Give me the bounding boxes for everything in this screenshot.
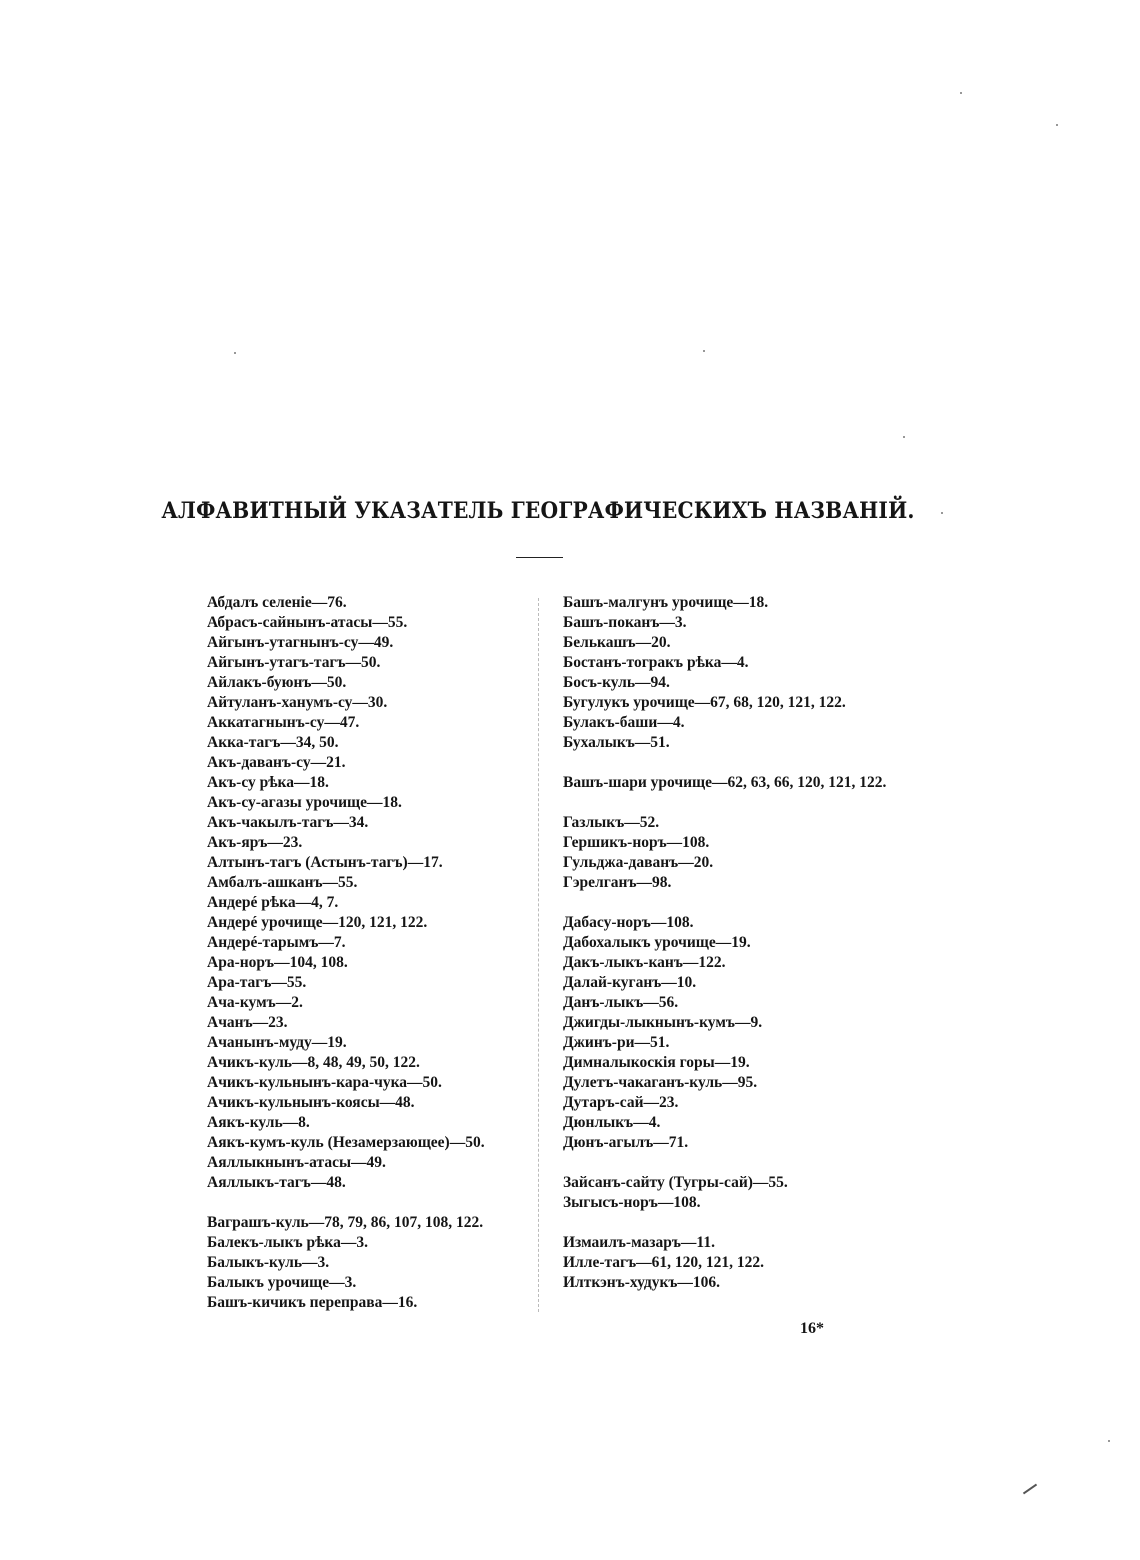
index-entry: Айгынъ-утагъ-тагъ—50. [207, 654, 381, 671]
index-entry: Акъ-даванъ-су—21. [207, 754, 346, 771]
index-entry: Газлыкъ—52. [563, 814, 660, 831]
index-group-v [563, 773, 893, 793]
right-column [563, 593, 893, 1313]
index-entry: Аяллыкъ-тагъ—48. [207, 1174, 346, 1191]
index-entry: Балыкъ урочище—3. [207, 1274, 357, 1291]
index-entry: Измаилъ-мазаръ—11. [563, 1234, 715, 1251]
index-entry: Дутаръ-сай—23. [563, 1094, 679, 1111]
index-entry: Бостанъ-тогракъ рѣка—4. [563, 654, 749, 671]
index-entry: Башъ-малгунъ урочище—18. [563, 594, 769, 611]
page-title: АЛФАВИТНЫЙ УКАЗАТЕЛЬ ГЕОГРАФИЧЕСКИХЪ НАЗВАНIЙ. [161, 498, 915, 524]
index-entry: Башъ-кичикъ переправа—16. [207, 1294, 418, 1311]
index-entry: Джигды-лыкнынъ-кумъ—9. [563, 1014, 763, 1031]
index-group-d [563, 913, 893, 1153]
index-entry: Гэрелганъ—98. [563, 874, 672, 891]
index-entry: Аякъ-куль—8. [207, 1114, 310, 1131]
index-entry: Айгынъ-утагнынъ-су—49. [207, 634, 394, 651]
paper-speck [234, 352, 236, 354]
index-entry: Белькашъ—20. [563, 634, 671, 651]
index-entry: Акъ-яръ—23. [207, 834, 303, 851]
index-entry: Абдалъ селенiе—76. [207, 594, 347, 611]
index-entry: Ара-норъ—104, 108. [207, 954, 348, 971]
index-entry: Дулетъ-чакаганъ-куль—95. [563, 1074, 758, 1091]
index-entry: Дюнъ-агылъ—71. [563, 1134, 689, 1151]
column-divider [538, 598, 539, 1312]
index-group-g [563, 813, 893, 893]
index-entry: Джинъ-ри—51. [563, 1034, 670, 1051]
index-entry: Зыгысъ-норъ—108. [563, 1194, 701, 1211]
index-entry: Андерé урочище—120, 121, 122. [207, 914, 428, 931]
index-group-a [207, 593, 522, 1193]
index-entry: Балыкъ-куль—3. [207, 1254, 330, 1271]
index-entry: Илткэнъ-худукъ—106. [563, 1274, 721, 1291]
title-rule [516, 557, 563, 558]
index-entry: Аяллыкнынъ-атасы—49. [207, 1154, 386, 1171]
index-entry: Акъ-су-агазы урочище—18. [207, 794, 402, 811]
index-entry: Алтынъ-тагъ (Астынъ-тагъ)—17. [207, 854, 443, 871]
paper-speck [703, 350, 705, 352]
paper-speck [903, 436, 905, 438]
index-entry: Айлакъ-буюнъ—50. [207, 674, 347, 691]
index-entry: Айтуланъ-ханумъ-су—30. [207, 694, 388, 711]
index-group-b [207, 1213, 522, 1313]
left-column [207, 593, 522, 1333]
index-entry: Дабасу-норъ—108. [563, 914, 694, 931]
index-entry: Ваграшъ-куль—78, 79, 86, 107, 108, 122. [207, 1214, 484, 1231]
index-entry: Илле-тагъ—61, 120, 121, 122. [563, 1254, 764, 1271]
index-entry: Ача-кумъ—2. [207, 994, 303, 1011]
index-entry: Босъ-куль—94. [563, 674, 670, 691]
index-entry: Далай-куганъ—10. [563, 974, 697, 991]
index-entry: Дакъ-лыкъ-канъ—122. [563, 954, 726, 971]
paper-speck [960, 92, 962, 94]
paper-mark [1023, 1484, 1037, 1495]
index-entry: Ачанъ—23. [207, 1014, 288, 1031]
index-entry: Ачанынъ-муду—19. [207, 1034, 347, 1051]
index-entry: Андерé-тарымъ—7. [207, 934, 346, 951]
index-entry: Андерé рѣка—4, 7. [207, 894, 339, 911]
index-entry: Башъ-поканъ—3. [563, 614, 687, 631]
paper-speck [941, 512, 943, 514]
index-entry: Вашъ-шари урочище—62, 63, 66, 120, 121, 122. [563, 774, 887, 791]
index-entry: Гершикъ-норъ—108. [563, 834, 710, 851]
index-entry: Абрасъ-сайнынъ-атасы—55. [207, 614, 408, 631]
index-entry: Акъ-чакылъ-тагъ—34. [207, 814, 369, 831]
index-entry: Акка-тагъ—34, 50. [207, 734, 339, 751]
index-group-i [563, 1233, 893, 1293]
index-entry: Зайсанъ-сайту (Тугры-сай)—55. [563, 1174, 788, 1191]
index-entry: Димналыкоскiя горы—19. [563, 1054, 750, 1071]
index-entry: Данъ-лыкъ—56. [563, 994, 679, 1011]
index-entry: Ачикъ-кульнынъ-кара-чука—50. [207, 1074, 442, 1091]
index-entry: Ачикъ-кульнынъ-коясы—48. [207, 1094, 415, 1111]
index-entry: Аякъ-кумъ-куль (Незамерзающее)—50. [207, 1134, 485, 1151]
index-entry: Бухалыкъ—51. [563, 734, 670, 751]
paper-speck [1108, 1440, 1110, 1442]
index-entry: Булакъ-баши—4. [563, 714, 685, 731]
paper-speck [1056, 124, 1058, 126]
index-entry: Акъ-су рѣка—18. [207, 774, 329, 791]
index-group-z [563, 1173, 893, 1213]
index-entry: Амбалъ-ашканъ—55. [207, 874, 358, 891]
page-number: 16* [800, 1320, 824, 1337]
index-entry: Дюнлыкъ—4. [563, 1114, 661, 1131]
index-entry: Дабохалыкъ урочище—19. [563, 934, 751, 951]
index-entry: Гульджа-даванъ—20. [563, 854, 714, 871]
index-entry: Аккатагнынъ-су—47. [207, 714, 360, 731]
index-entry: Ачикъ-куль—8, 48, 49, 50, 122. [207, 1054, 420, 1071]
index-group-b-cont [563, 593, 893, 753]
index-entry: Бугулукъ урочище—67, 68, 120, 121, 122. [563, 694, 846, 711]
index-entry: Ара-тагъ—55. [207, 974, 307, 991]
index-entry: Балекъ-лыкъ рѣка—3. [207, 1234, 368, 1251]
